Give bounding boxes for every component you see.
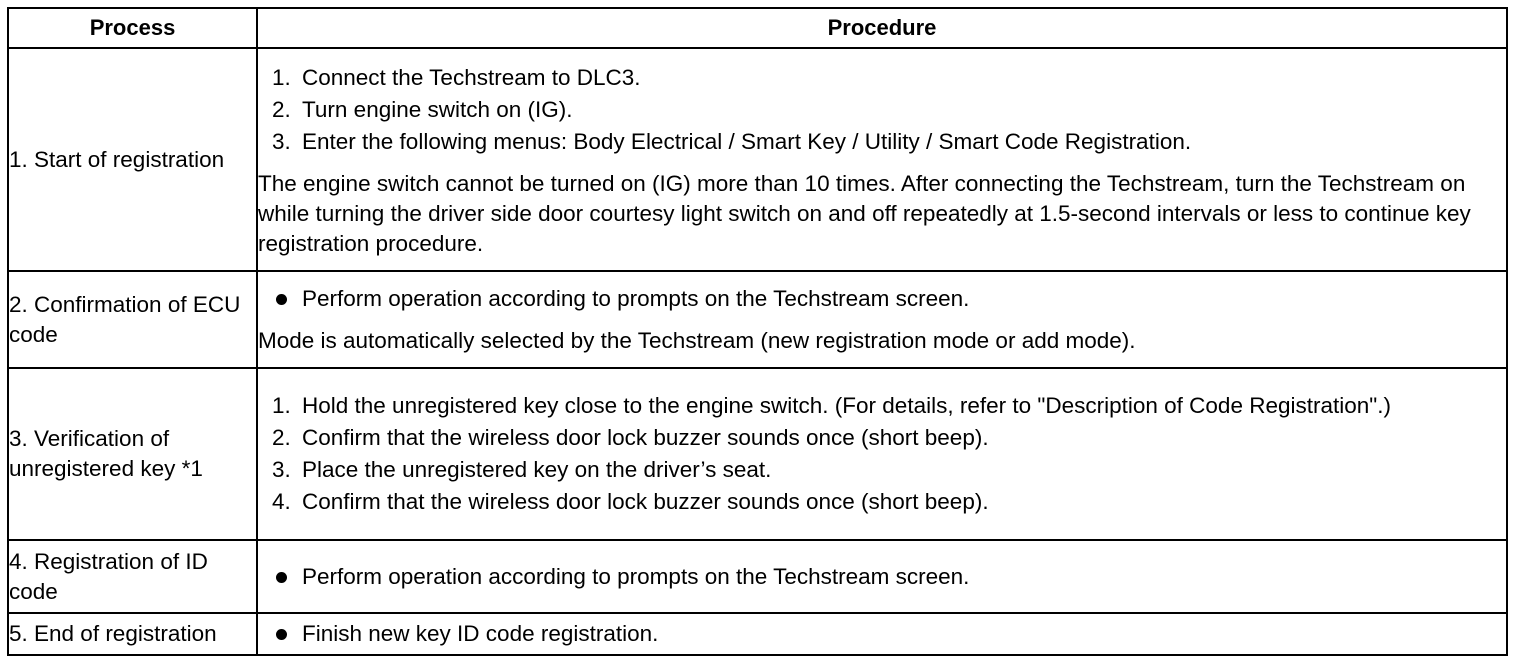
process-cell: 2. Confirmation of ECU code (8, 271, 257, 368)
procedure-cell (257, 368, 1507, 540)
list-item (258, 455, 1506, 485)
table-row (8, 271, 1507, 368)
step-text: Place the unregistered key on the driver’s seat. (302, 457, 772, 482)
header-procedure: Procedure (257, 8, 1507, 48)
table-row (8, 540, 1507, 613)
step-number: 2. (272, 96, 291, 122)
bullet-text: Perform operation according to prompts on the Techstream screen. (302, 285, 970, 311)
step-text: Confirm that the wireless door lock buzzer sounds once (short beep). (302, 489, 989, 514)
step-number: 4. (272, 489, 291, 514)
bullet-text: Finish new key ID code registration. (302, 621, 659, 646)
list-item (258, 127, 1506, 157)
process-cell: 1. Start of registration (8, 48, 257, 271)
list-item (258, 95, 1506, 125)
list-item (258, 391, 1506, 421)
step-text: Confirm that the wireless door lock buzzer sounds once (short beep). (302, 425, 989, 450)
header-process: Process (8, 8, 257, 48)
procedure-cell (257, 540, 1507, 613)
list-item (258, 562, 1506, 592)
step-number: 1. (272, 393, 291, 418)
bullet-icon (276, 572, 287, 583)
procedure-table (7, 7, 1508, 656)
list-item (258, 63, 1506, 93)
process-cell: 3. Verification of unregistered key *1 (8, 368, 257, 540)
step-number: 2. (272, 425, 291, 450)
procedure-cell (257, 48, 1507, 271)
list-item (258, 619, 1506, 649)
process-cell: 4. Registration of ID code (8, 540, 257, 613)
bullet-text: Perform operation according to prompts on the Techstream screen. (302, 563, 970, 589)
header-row (8, 8, 1507, 48)
table-row (8, 48, 1507, 271)
procedure-cell (257, 271, 1507, 368)
table-row (8, 613, 1507, 655)
list-item (258, 284, 1506, 314)
step-text: Turn engine switch on (IG). (302, 96, 573, 122)
step-text: Enter the following menus: Body Electrical / Smart Key / Utility / Smart Code Registration. (302, 128, 1192, 154)
procedure-cell (257, 613, 1507, 655)
step-text: Hold the unregistered key close to the engine switch. (For details, refer to "Description of Code Registration".) (302, 393, 1391, 418)
bullet-icon (276, 294, 287, 305)
list-item (258, 423, 1506, 453)
step-number: 3. (272, 457, 291, 482)
step-number: 3. (272, 128, 291, 154)
step-text: Connect the Techstream to DLC3. (302, 64, 641, 90)
bullet-icon (276, 629, 287, 640)
list-item (258, 487, 1506, 517)
table-row (8, 368, 1507, 540)
step-list (258, 391, 1506, 517)
note-text: The engine switch cannot be turned on (IG) more than 10 times. After connecting the Techstream, turn the Techstream on while turning the driver side door courtesy light switch on and off repeatedly at 1.5-second intervals or less to continue key registration procedure. (258, 170, 1471, 256)
process-cell: 5. End of registration (8, 613, 257, 655)
step-list (258, 63, 1506, 157)
step-number: 1. (272, 64, 291, 90)
note-text: Mode is automatically selected by the Techstream (new registration mode or add mode). (258, 327, 1136, 353)
